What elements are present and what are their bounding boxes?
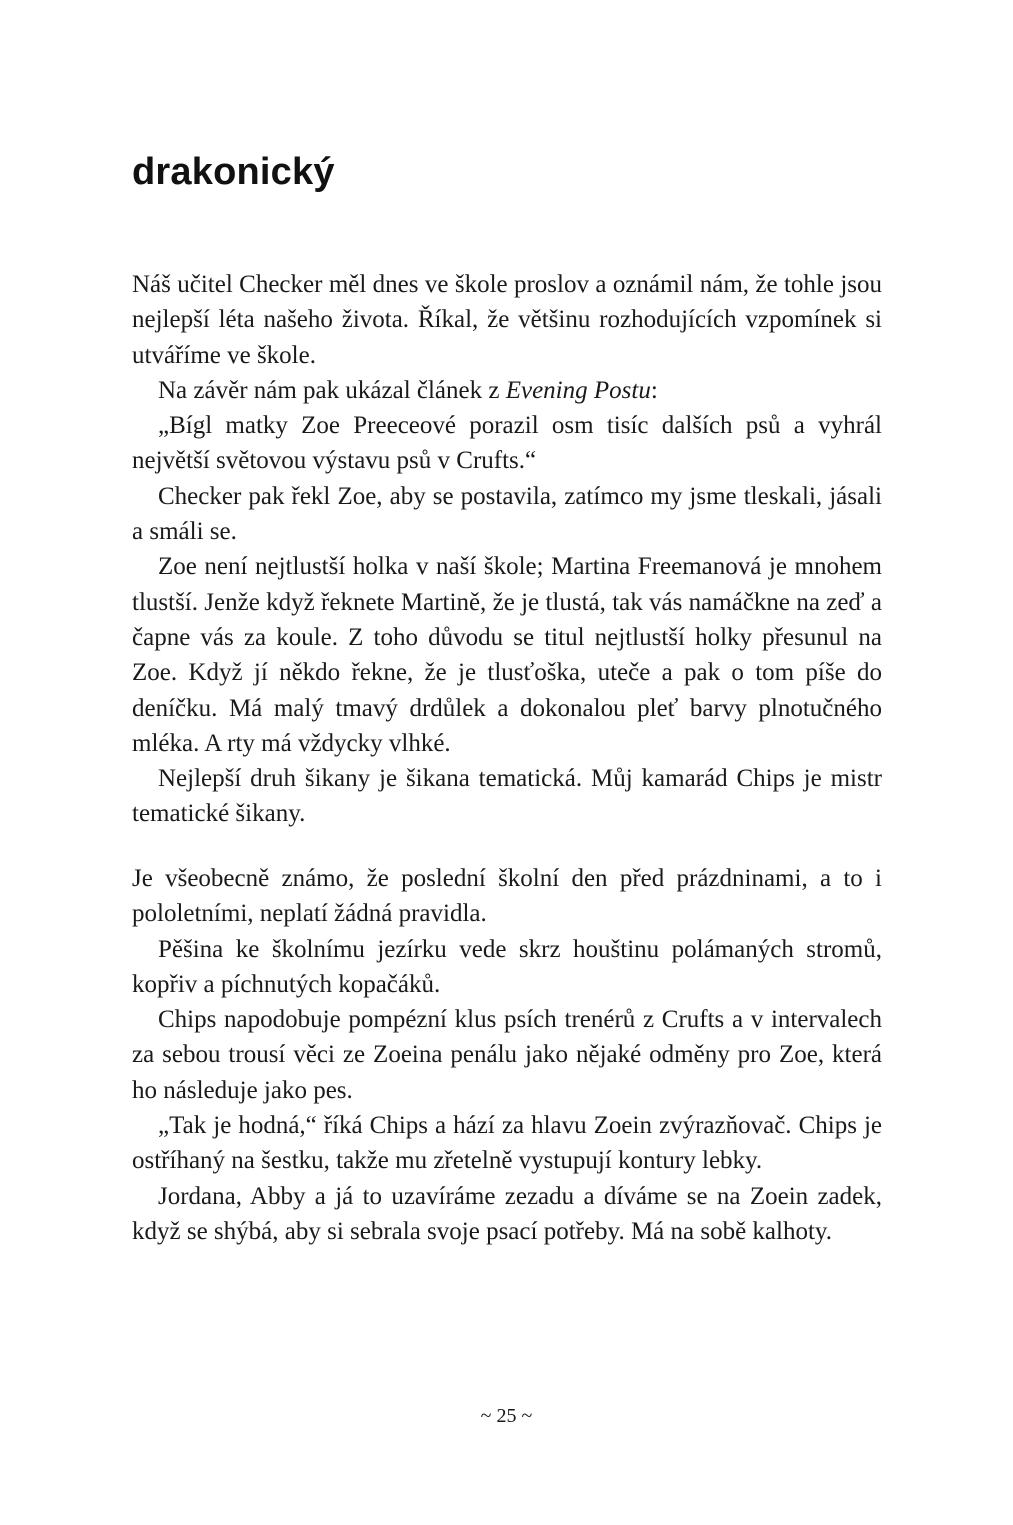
chapter-title: drakonický <box>132 151 335 193</box>
paragraph: Checker pak řekl Zoe, aby se postavila, zatímco my jsme tleskali, jásali a smáli se. <box>132 482 882 546</box>
text-section-2 <box>132 861 882 1249</box>
page-number: ~ 25 ~ <box>480 1405 533 1427</box>
newspaper-title: Evening Postu <box>505 376 651 404</box>
paragraph: „Tak je hodná,“ říká Chips a hází za hlavu Zoein zvýrazňovač. Chips je ostříhaný na šestku, takže mu zřetelně vystupují kontury lebky. <box>132 1112 882 1175</box>
paragraph-text: Na závěr nám pak ukázal článek z <box>158 376 506 404</box>
paragraph: Pěšina ke školnímu jezírku vede skrz houštinu polámaných stromů, kopřiv a píchnutých kopačáků. <box>132 935 882 998</box>
paragraph-text: : <box>650 376 658 404</box>
paragraph: Jordana, Abby a já to uzavíráme zezadu a díváme se na Zoein zadek, když se shýbá, aby si sebrala svoje psací potřeby. Má na sobě kalhoty. <box>132 1182 882 1245</box>
paragraph <box>132 373 882 408</box>
paragraph: Náš učitel Checker měl dnes ve škole proslov a oznámil nám, že tohle jsou nejlepší léta našeho života. Říkal, že většinu rozhodujících vzpomínek si utváříme ve škole. <box>132 271 882 369</box>
text-section-1 <box>132 267 882 832</box>
paragraph: Zoe není nejtlustší holka v naší škole; Martina Freemanová je mnohem tlustší. Jenže když řeknete Martině, že je tlustá, tak vás namáčkne na zeď a čapne vás za koule. Z toho důvodu se titul nejtlustší holky přesunul na Zoe. Když jí někdo řekne, že je tlusťoška, uteče a pak o tom píše do deníčku. Má malý tmavý drdůlek a dokonalou pleť barvy plnotučného mléka. A rty má vždycky vlhké. <box>132 553 882 757</box>
paragraph: Je všeobecně známo, že poslední školní den před prázdninami, a to i pololetními, neplatí žádná pravidla. <box>132 865 882 928</box>
quote-paragraph: „Bígl matky Zoe Preeceové porazil osm tisíc dalších psů a vyhrál největší světovou výstavu psů v Crufts.“ <box>132 412 882 475</box>
paragraph: Chips napodobuje pompézní klus psích trenérů z Crufts a v intervalech za sebou trousí věci ze Zoeina penálu jako nějaké odměny pro Zoe, která ho následuje jako pes. <box>132 1006 882 1104</box>
paragraph: Nejlepší druh šikany je šikana tematická. Můj kamarád Chips je mistr tematické šikany. <box>132 765 882 828</box>
